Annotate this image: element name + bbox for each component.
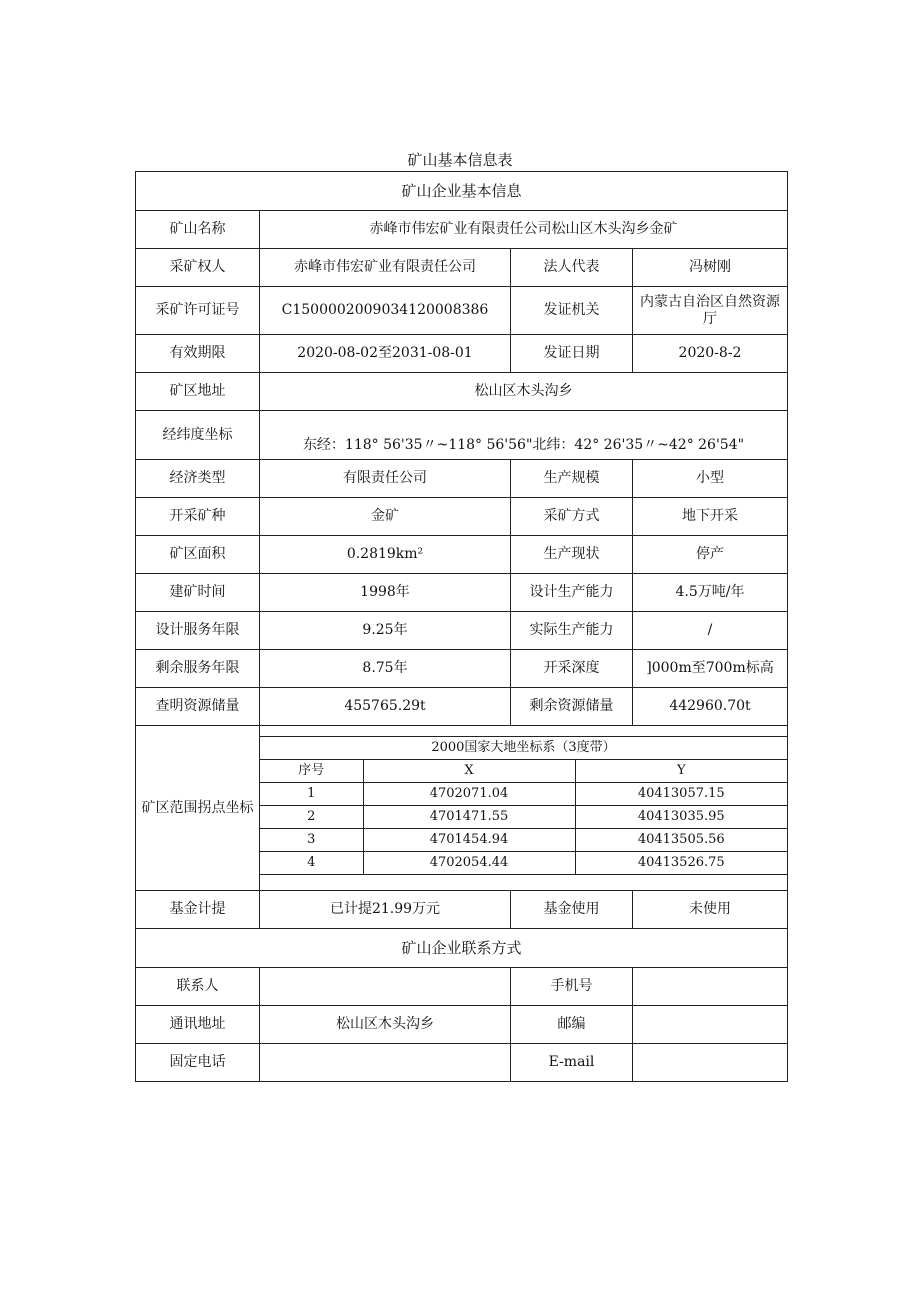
point-y: 40413035.95 — [575, 806, 787, 829]
label-remaining-reserves: 剩余资源储量 — [511, 688, 633, 726]
row-rights-holder — [136, 249, 788, 287]
label-email: E-mail — [511, 1044, 633, 1082]
value-mineral: 金矿 — [260, 498, 511, 536]
coordinate-system: 2000国家大地坐标系（3度带） — [260, 737, 787, 760]
label-validity: 有效期限 — [136, 335, 260, 373]
table-row — [260, 783, 787, 806]
point-index: 2 — [260, 806, 363, 829]
row-address — [136, 373, 788, 411]
point-y: 40413057.15 — [575, 783, 787, 806]
value-remain-life: 8.75年 — [260, 650, 511, 688]
value-legal-rep: 冯树刚 — [633, 249, 788, 287]
value-fund: 已计提21.99万元 — [260, 891, 511, 929]
point-x: 4701454.94 — [363, 829, 575, 852]
spacer-row — [260, 875, 787, 886]
label-mobile: 手机号 — [511, 968, 633, 1006]
header-index: 序号 — [260, 760, 363, 783]
value-email — [633, 1044, 788, 1082]
label-fund-use: 基金使用 — [511, 891, 633, 929]
value-area: 0.2819km² — [260, 536, 511, 574]
row-mailing-address — [136, 1006, 788, 1044]
label-issuer: 发证机关 — [511, 287, 633, 335]
label-area: 矿区面积 — [136, 536, 260, 574]
row-remain-life — [136, 650, 788, 688]
label-coordinates: 经纬度坐标 — [136, 411, 260, 460]
value-scale: 小型 — [633, 460, 788, 498]
point-y: 40413505.56 — [575, 829, 787, 852]
value-design-capacity: 4.5万吨/年 — [633, 574, 788, 612]
spacer-row — [260, 726, 787, 737]
label-mineral: 开采矿种 — [136, 498, 260, 536]
value-rights-holder: 赤峰市伟宏矿业有限责任公司 — [260, 249, 511, 287]
coordinate-system-row — [260, 737, 787, 760]
row-mine-name — [136, 211, 788, 249]
label-mine-name: 矿山名称 — [136, 211, 260, 249]
label-design-capacity: 设计生产能力 — [511, 574, 633, 612]
point-y: 40413526.75 — [575, 852, 787, 875]
point-index: 1 — [260, 783, 363, 806]
label-zip: 邮编 — [511, 1006, 633, 1044]
row-validity — [136, 335, 788, 373]
value-issuer: 内蒙古自治区自然资源厅 — [633, 287, 788, 335]
value-mining-method: 地下开采 — [633, 498, 788, 536]
row-license — [136, 287, 788, 335]
label-rights-holder: 采矿权人 — [136, 249, 260, 287]
value-status: 停产 — [633, 536, 788, 574]
label-actual-capacity: 实际生产能力 — [511, 612, 633, 650]
value-fund-use: 未使用 — [633, 891, 788, 929]
label-contact-person: 联系人 — [136, 968, 260, 1006]
value-zip — [633, 1006, 788, 1044]
mine-info-table — [135, 171, 788, 1082]
label-issue-date: 发证日期 — [511, 335, 633, 373]
row-reserves — [136, 688, 788, 726]
row-coordinates — [136, 411, 788, 460]
label-telephone: 固定电话 — [136, 1044, 260, 1082]
label-legal-rep: 法人代表 — [511, 249, 633, 287]
boundary-coordinates-table — [260, 726, 787, 885]
value-contact-person — [260, 968, 511, 1006]
value-mobile — [633, 968, 788, 1006]
row-mineral — [136, 498, 788, 536]
header-y: Y — [575, 760, 787, 783]
point-x: 4702071.04 — [363, 783, 575, 806]
label-scale: 生产规模 — [511, 460, 633, 498]
value-mine-name: 赤峰市伟宏矿业有限责任公司松山区木头沟乡金矿 — [260, 211, 788, 249]
label-status: 生产现状 — [511, 536, 633, 574]
row-design-life — [136, 612, 788, 650]
label-economy: 经济类型 — [136, 460, 260, 498]
point-index: 4 — [260, 852, 363, 875]
label-boundary: 矿区范围拐点坐标 — [136, 726, 260, 891]
value-issue-date: 2020-8-2 — [633, 335, 788, 373]
point-x: 4701471.55 — [363, 806, 575, 829]
value-license: C1500002009034120008386 — [260, 287, 511, 335]
header-row — [260, 760, 787, 783]
value-actual-capacity: / — [633, 612, 788, 650]
row-boundary — [136, 726, 788, 891]
label-depth: 开采深度 — [511, 650, 633, 688]
label-reserves: 查明资源储量 — [136, 688, 260, 726]
row-economy — [136, 460, 788, 498]
value-remaining-reserves: 442960.70t — [633, 688, 788, 726]
boundary-cell — [260, 726, 788, 891]
point-x: 4702054.44 — [363, 852, 575, 875]
value-built: 1998年 — [260, 574, 511, 612]
value-economy: 有限责任公司 — [260, 460, 511, 498]
row-built — [136, 574, 788, 612]
section-title: 矿山企业联系方式 — [136, 929, 788, 968]
value-reserves: 455765.29t — [260, 688, 511, 726]
value-depth: ]000m至700m标高 — [633, 650, 788, 688]
header-x: X — [363, 760, 575, 783]
value-mailing-address: 松山区木头沟乡 — [260, 1006, 511, 1044]
table-row — [260, 806, 787, 829]
section-header-contact — [136, 929, 788, 968]
value-telephone — [260, 1044, 511, 1082]
row-fund — [136, 891, 788, 929]
label-built: 建矿时间 — [136, 574, 260, 612]
label-mining-method: 采矿方式 — [511, 498, 633, 536]
row-telephone — [136, 1044, 788, 1082]
document-title: 矿山基本信息表 — [407, 151, 513, 169]
value-address: 松山区木头沟乡 — [260, 373, 788, 411]
row-area — [136, 536, 788, 574]
label-design-life: 设计服务年限 — [136, 612, 260, 650]
section-title: 矿山企业基本信息 — [136, 172, 788, 211]
row-contact-person — [136, 968, 788, 1006]
value-coordinates: 东经：118° 56'35〃~118° 56'56"北纬：42° 26'35〃~42° 26'54" — [260, 411, 788, 460]
label-fund: 基金计提 — [136, 891, 260, 929]
value-design-life: 9.25年 — [260, 612, 511, 650]
section-header-basic — [136, 172, 788, 211]
value-validity: 2020-08-02至2031-08-01 — [260, 335, 511, 373]
label-address: 矿区地址 — [136, 373, 260, 411]
label-license: 采矿许可证号 — [136, 287, 260, 335]
label-mailing-address: 通讯地址 — [136, 1006, 260, 1044]
table-row — [260, 829, 787, 852]
label-remain-life: 剩余服务年限 — [136, 650, 260, 688]
table-row — [260, 852, 787, 875]
point-index: 3 — [260, 829, 363, 852]
